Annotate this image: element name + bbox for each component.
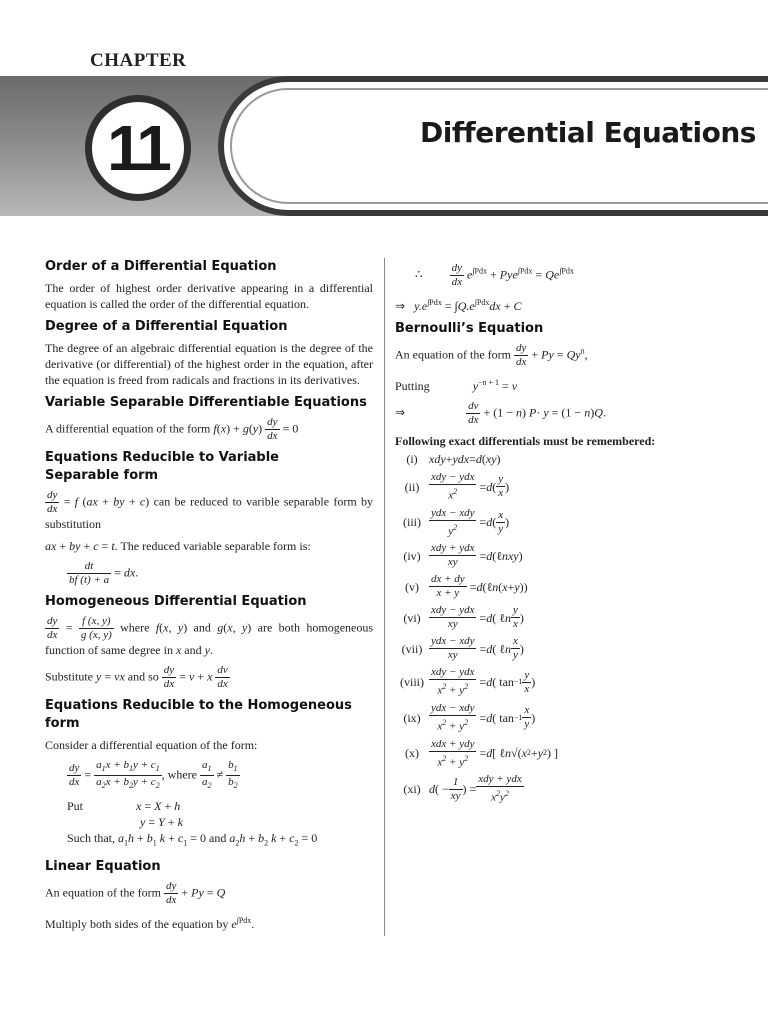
section-title: Order of a Differential Equation [45, 259, 277, 274]
section-title: Homogeneous Differential Equation [45, 594, 307, 609]
section-title: Equations Reducible to the Homogeneous form [45, 698, 352, 731]
equation: ∴ $\frac{dy}{dx}$ $e^{\int Pdx} + Pye^{\int Pdx} = Qe^{\int Pdx}$ [415, 262, 574, 288]
list-item: (vi) xdy − ydx xy = d ( ℓ n y x ) [403, 604, 524, 631]
section-title: Linear Equation [45, 858, 161, 874]
equation: Putting $y^{-n + 1} = v$ [395, 378, 518, 393]
paragraph: $\frac{dy}{dx}$ = f (ax + by + c) can be reduced to varible separable form by substitution [45, 489, 373, 531]
paragraph: $\frac{dy}{dx}$ = $\frac{f (x, y)}{g (x, y)}$ where f(x, y) and g(x, y) are both homogeneous function of same degree in x and y. [45, 615, 374, 657]
paragraph: Multiply both sides of the equation by $e^{\int Pdx}$. [45, 915, 255, 931]
section-title: Variable Separable Differentiable Equations [45, 395, 367, 410]
paragraph: Consider a differential equation of the form: [45, 738, 258, 752]
list-item: (ix) ydx − xdy $x^2 + y^2$ = d ( tan −1 x y ) [403, 701, 536, 733]
equation: $\frac{dt}{bf (t) + a}$ = dx. [69, 560, 139, 586]
section-title: Bernoulli’s Equation [395, 321, 544, 336]
list-item: (iv) xdy + ydx xy = d (ℓ nxy ) [403, 542, 523, 569]
chapter-title: Differential Equations [420, 116, 756, 149]
equation: ⇒ $\frac{dv}{dx}$ + (1 − n) P· y = (1 − n)Q. [395, 400, 606, 426]
equation: y = Y + k [140, 815, 183, 830]
chapter-number: 11 [107, 112, 169, 184]
section-title: Separable form [45, 468, 159, 483]
exact-differentials-title: Following exact differentials must be remembered: [395, 434, 656, 448]
paragraph: Substitute y = vx and so $\frac{dy}{dx}$ = v + x $\frac{dv}{dx}$ [45, 664, 228, 690]
list-item: (x) xdx + ydy $x^2 + y^2$ = d [ ℓ n √( x 2 + y 2 ) ] [405, 737, 559, 769]
paragraph: The order of highest order derivative appearing in a differential equation is called the order of the differential equation. [45, 281, 373, 311]
list-item: (i) xdy + ydx = d ( xy ) [406, 452, 501, 466]
section-title: Degree of a Differential Equation [45, 319, 288, 334]
section-title: Equations Reducible to Variable [45, 450, 279, 465]
column-divider [384, 258, 385, 936]
chapter-header [0, 0, 768, 225]
equation: Put x = X + h [67, 799, 181, 814]
right-column [395, 258, 740, 809]
list-item: (ii) xdy − ydx $x^2$ = d ( y x ) [404, 471, 510, 502]
paragraph: An equation of the form $\frac{dy}{dx}$ + Py = Q [45, 879, 226, 906]
list-item: (v) dx + dy x + y = d (ℓ n ( x + y )) [405, 573, 528, 600]
paragraph: A differential equation of the form f(x) + g(y) $\frac{dy}{dx}$ = 0 [45, 416, 299, 442]
chapter-label: CHAPTER [90, 50, 187, 71]
left-column [45, 258, 373, 938]
list-item: (xi) d ( − 1 xy ) = xdy + ydx $x^2y^2$ [403, 773, 522, 804]
list-item: (viii) xdy − ydx $x^2 + y^2$ = d ( tan −1 y x ) [400, 666, 536, 697]
paragraph: An equation of the form $\frac{dy}{dx}$ + $Py = Qy^n$, [395, 342, 588, 368]
paragraph: ax + by + c = t. The reduced variable separable form is: [45, 539, 311, 553]
list-item: (vii) ydx − xdy xy = d ( ℓ n x y ) [401, 635, 524, 662]
equation: ⇒ $y.e^{\int Pdx} = \int Q.e^{\int Pdx}dx + C$ [395, 298, 522, 313]
paragraph: The degree of an algebraic differential equation is the degree of the derivative (or differential) of the highest order in the equation, after the equation is freed from radicals and fractions in its derivatives. [45, 341, 373, 387]
list-item: (iii) ydx − xdy $y^2$ = d ( x y ) [403, 506, 510, 538]
equation: Such that, $a_1h + b_1$ $k + c_1 = 0$ and $a_2h + b_2$ $k + c_2 = 0$ [67, 831, 318, 848]
equation: $\frac{dy}{dx}$ = $\frac{a_1x + b_1y + c_1}{a_2x + b_2y + c_2}$ , where $\frac{a_1}{a_2}$ ≠ $\frac{b_1}{b_2}$ [69, 759, 238, 791]
chapter-number-badge [85, 95, 191, 201]
